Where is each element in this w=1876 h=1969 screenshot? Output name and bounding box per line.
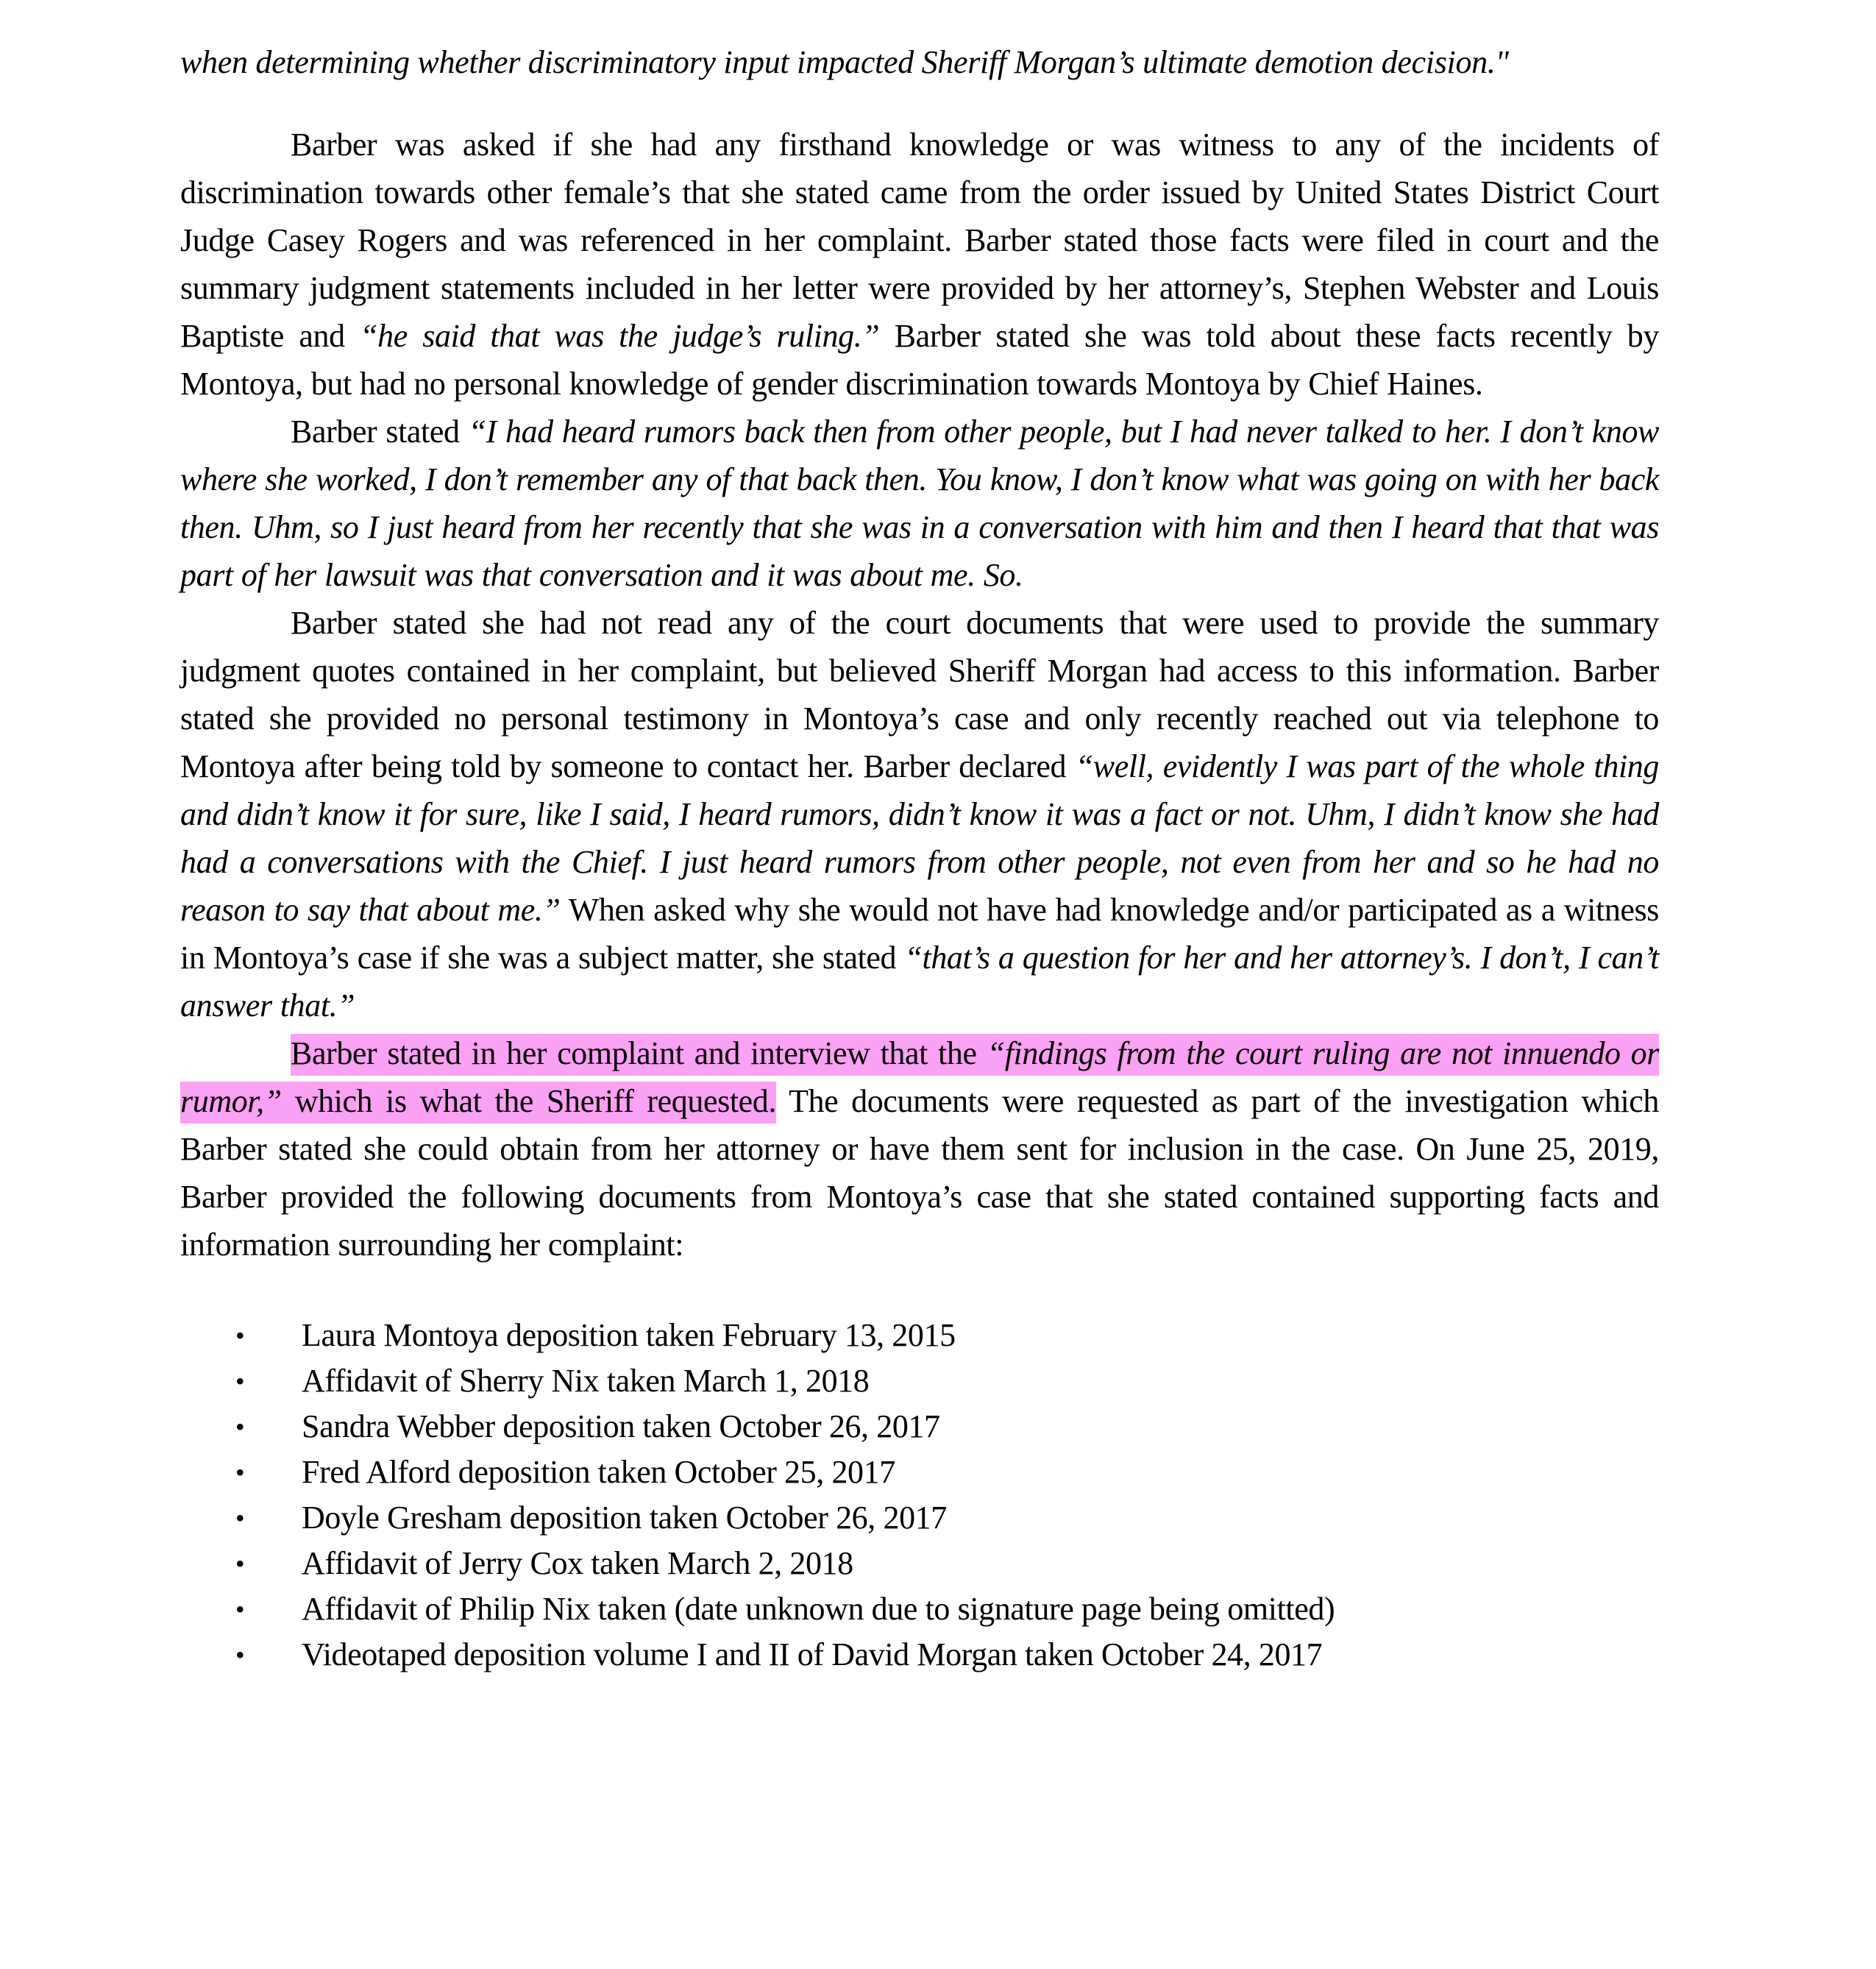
bullet-icon: • bbox=[235, 1412, 245, 1441]
bullet-icon: • bbox=[235, 1594, 245, 1624]
bullet-icon: • bbox=[235, 1549, 245, 1578]
highlight-run-3: which is what the Sheriff requested. bbox=[282, 1082, 776, 1124]
para1-run-1: Barber was asked if she had any firsthand knowledge or was witness to any of the incidents of discrimination towards other female’s that she stated came from the order issued by United States District Court Judge Casey Rogers and was referenced in her complaint. Barber stated those facts were filed in court and the summary judgment statements included in her letter were provided by her attorney’s, Stephen Webster and Louis Baptiste and bbox=[180, 127, 1659, 354]
paragraph-barber-no-court-documents bbox=[180, 599, 1659, 1029]
list-item bbox=[180, 1313, 1659, 1358]
opening-block-quote: when determining whether discriminatory input impacted Sheriff Morgan’s ultimate demotion decision." bbox=[180, 44, 1509, 80]
spacer-after-opening-quote bbox=[180, 87, 1659, 121]
list-item bbox=[180, 1586, 1659, 1632]
paragraph-highlighted-findings bbox=[180, 1029, 1659, 1269]
list-item-label: Affidavit of Jerry Cox taken March 2, 2018 bbox=[302, 1545, 853, 1581]
bullet-icon: • bbox=[235, 1366, 245, 1396]
paragraph-barber-firsthand-knowledge bbox=[180, 121, 1659, 408]
para1-run-3: Barber stated she was told about these facts recently by Montoya, but had no personal knowledge of gender discrimination towards Montoya by Chief Haines. bbox=[180, 318, 1659, 402]
list-item bbox=[180, 1358, 1659, 1404]
bullet-icon: • bbox=[235, 1640, 245, 1670]
list-item-label: Affidavit of Philip Nix taken (date unknown due to signature page being omitted) bbox=[302, 1591, 1335, 1627]
list-item-label: Laura Montoya deposition taken February 13, 2015 bbox=[302, 1317, 956, 1353]
para3-quote-question-for-her: “that’s a question for her and her attorney’s. I don’t, I can’t answer that.” bbox=[180, 940, 1659, 1023]
para3-quote-well-evidently: “well, evidently I was part of the whole thing and didn’t know it for sure, like I said, I heard rumors, didn’t know it was a fact or not. Uhm, I didn’t know she had had a conversations with the Chief. I just heard rumors from other people, not even from her and so he had no reason to say that about me.” bbox=[180, 748, 1659, 928]
list-item bbox=[180, 1450, 1659, 1495]
para1-quote-judges-ruling: “he said that was the judge’s ruling.” bbox=[360, 318, 880, 354]
para3-run-3: When asked why she would not have had knowledge and/or participated as a witness in Montoya’s case if she was a subject matter, she stated bbox=[180, 892, 1659, 976]
list-item bbox=[180, 1541, 1659, 1586]
list-item bbox=[180, 1632, 1659, 1678]
para2-quote-heard-rumors: “I had heard rumors back then from other people, but I had never talked to her. I don’t know where she worked, I don’t remember any of that back then. You know, I don’t know what was going on with her back then. Uhm, so I just heard from her recently that she was in a conversation with him and then I heard that that was part of her lawsuit was that conversation and it was about me. So. bbox=[180, 414, 1659, 593]
para2-run-1: Barber stated bbox=[291, 414, 469, 450]
list-item-label: Affidavit of Sherry Nix taken March 1, 2018 bbox=[302, 1363, 870, 1399]
paragraph-barber-heard-rumors bbox=[180, 408, 1659, 599]
list-item bbox=[180, 1404, 1659, 1450]
document-text-column bbox=[180, 38, 1659, 1678]
list-item-label: Videotaped deposition volume I and II of David Morgan taken October 24, 2017 bbox=[302, 1636, 1323, 1672]
list-item-label: Sandra Webber deposition taken October 26, 2017 bbox=[302, 1408, 940, 1444]
list-item bbox=[180, 1495, 1659, 1541]
documents-provided-list bbox=[180, 1313, 1659, 1678]
highlight-quote-findings-not-innuendo: “findings from the court ruling are not innuendo or rumor,” bbox=[180, 1034, 1659, 1124]
para3-run-1: Barber stated she had not read any of the court documents that were used to provide the summary judgment quotes contained in her complaint, but believed Sheriff Morgan had access to this information. Barber stated she provided no personal testimony in Montoya’s case and only recently reached out via telephone to Montoya after being told by someone to contact her. Barber declared bbox=[180, 605, 1659, 784]
bullet-icon: • bbox=[235, 1321, 245, 1350]
bullet-icon: • bbox=[235, 1503, 245, 1533]
list-item-label: Doyle Gresham deposition taken October 26, 2017 bbox=[302, 1500, 947, 1536]
documents-provided-list-wrapper bbox=[180, 1313, 1659, 1678]
para4-run-4: The documents were requested as part of the investigation which Barber stated she could obtain from her attorney or have them sent for inclusion in the case. On June 25, 2019, Barber provided the following documents from Montoya’s case that she stated contained supporting facts and information surrounding her complaint: bbox=[180, 1083, 1659, 1263]
highlight-run-1: Barber stated in her complaint and interview that the bbox=[291, 1034, 987, 1076]
list-item-label: Fred Alford deposition taken October 25, 2017 bbox=[302, 1454, 895, 1490]
bullet-icon: • bbox=[235, 1458, 245, 1487]
